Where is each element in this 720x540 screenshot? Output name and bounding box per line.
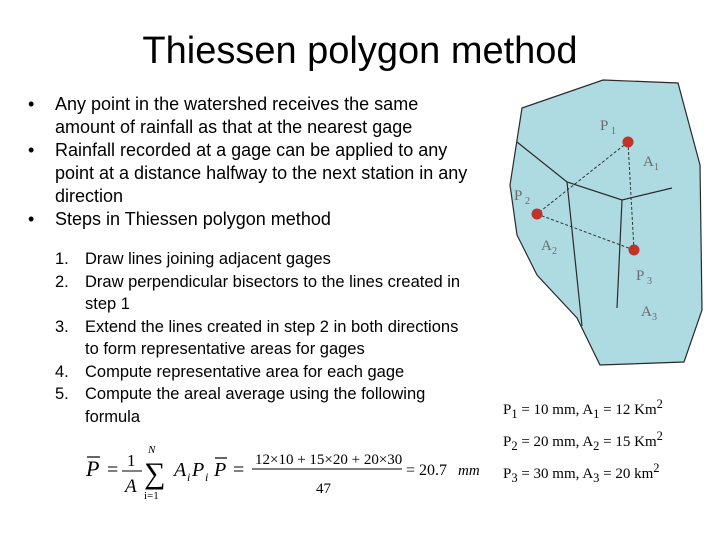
gage-point-p2 (532, 209, 543, 220)
given-values-row (503, 461, 660, 486)
given-a: A (582, 466, 594, 482)
given-a-value: = 12 Km (599, 402, 657, 418)
given-a-sub: 2 (593, 439, 600, 453)
given-p-value: = 10 mm, (517, 402, 583, 418)
step-text: Draw lines joining adjacent gages (85, 250, 331, 268)
formula-sum-top: N (148, 444, 156, 456)
given-a: A (582, 434, 594, 450)
given-unit-sup: 2 (656, 397, 663, 411)
given-p: P (503, 466, 512, 482)
formula-term-p: P (192, 459, 205, 481)
given-values-row (503, 429, 663, 454)
formula-equals: = (107, 459, 119, 481)
given-a: A (582, 402, 594, 418)
bullet-text: Rainfall recorded at a gage can be applied to any point at a distance halfway to the next station in any direction (55, 140, 468, 206)
given-p-sub: 3 (511, 471, 518, 485)
step-number: 3. (55, 317, 69, 336)
formula-pbar: P (86, 456, 100, 481)
calc-denominator: 47 (316, 481, 331, 497)
step-text: Extend the lines created in step 2 in both directions to form representative areas for gages (85, 317, 459, 358)
label-p3-sub: 3 (647, 276, 652, 287)
label-a3-sub: 3 (652, 312, 657, 323)
step-text: Draw perpendicular bisectors to the lines created in step 1 (85, 272, 461, 313)
label-p2: P (514, 188, 523, 204)
gage-point-p1 (623, 137, 634, 148)
bullet-dot: • (28, 140, 35, 160)
calc-result: = 20.7 (406, 462, 448, 479)
step-text: Compute representative area for each gage (85, 362, 405, 381)
given-a-value: = 15 Km (599, 434, 657, 450)
step-number: 1. (55, 250, 69, 268)
bullet-dot: • (28, 94, 35, 114)
formula-term-p-sub: i (205, 470, 209, 484)
given-p-value: = 30 mm, (517, 466, 583, 482)
calc-equals: = (233, 459, 245, 481)
step-number: 2. (55, 272, 69, 291)
label-a1: A (643, 154, 654, 170)
given-a-sub: 3 (593, 471, 600, 485)
label-p3: P (636, 268, 645, 284)
given-unit-sup: 2 (653, 461, 660, 475)
given-a-value: = 20 km (599, 466, 654, 482)
bullet-text: Any point in the watershed receives the same amount of rainfall as that at the nearest gage (55, 94, 419, 137)
calc-pbar: P (214, 459, 227, 481)
label-p1-sub: 1 (611, 126, 616, 137)
formula-term-a-sub: i (187, 470, 191, 484)
given-p-sub: 2 (511, 439, 518, 453)
formula-sum-bottom: i=1 (144, 490, 159, 502)
given-p-value: = 20 mm, (517, 434, 583, 450)
given-unit-sup: 2 (656, 429, 663, 443)
given-p: P (503, 402, 512, 418)
formula-term-a: A (174, 459, 187, 481)
given-p-sub: 1 (511, 407, 518, 421)
sigma-icon: ∑ (144, 457, 166, 490)
label-a2-sub: 2 (552, 246, 557, 257)
given-p: P (503, 434, 512, 450)
step-number: 4. (55, 362, 69, 381)
label-a3: A (641, 304, 652, 320)
calc-numerator: 12×10 + 15×20 + 20×30 (255, 452, 403, 468)
label-p2-sub: 2 (525, 196, 530, 207)
label-a2: A (541, 238, 552, 254)
given-values-row (503, 397, 663, 422)
bullet-dot: • (28, 209, 35, 229)
gage-point-p3 (629, 245, 640, 256)
bullet-text: Steps in Thiessen polygon method (55, 209, 331, 229)
given-a-sub: 1 (593, 407, 600, 421)
step-text: Compute the areal average using the following formula (85, 385, 426, 426)
slide-title: Thiessen polygon method (142, 30, 578, 72)
step-number: 5. (55, 385, 69, 403)
formula-one: 1 (127, 451, 136, 470)
calc-unit: mm (458, 463, 480, 479)
label-p1: P (600, 118, 609, 134)
label-a1-sub: 1 (654, 162, 659, 173)
formula-area-total: A (125, 476, 137, 497)
